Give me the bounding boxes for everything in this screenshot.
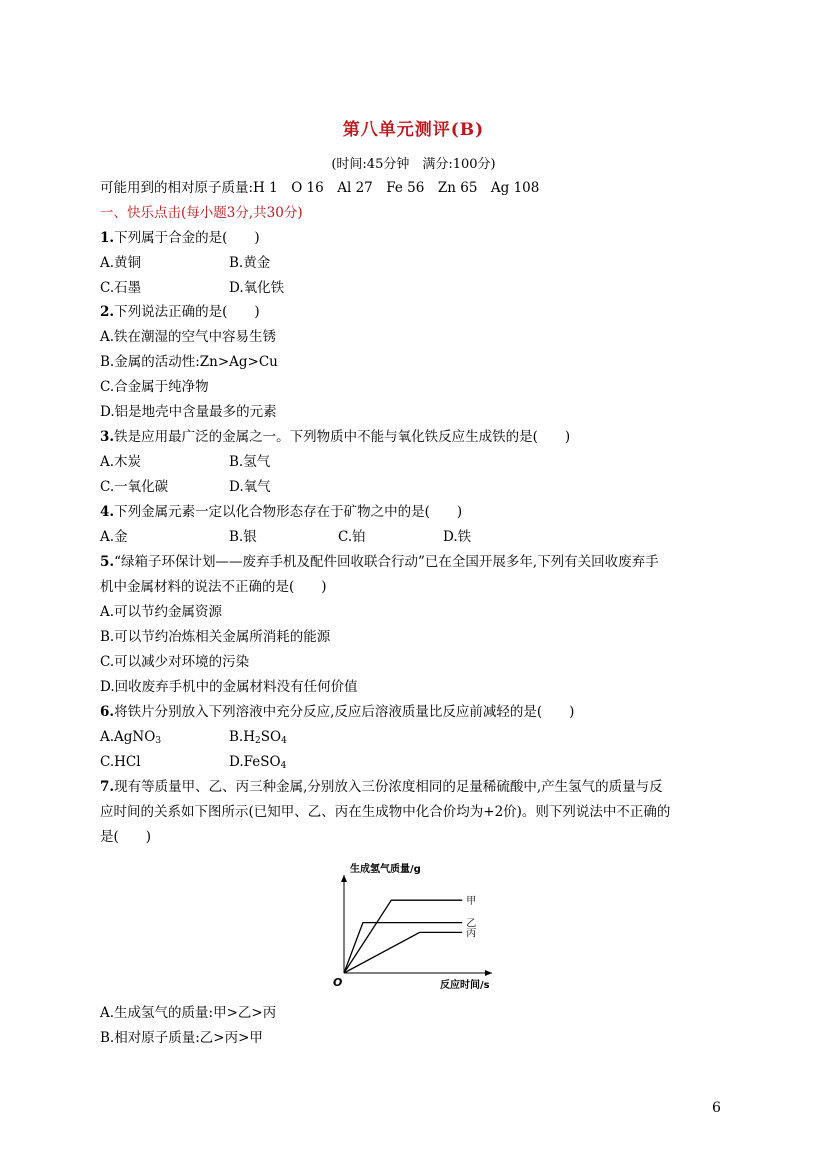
option-b: B.可以节约冶炼相关金属所消耗的能源 bbox=[100, 629, 331, 645]
page-title: 第八单元测评(B) bbox=[342, 120, 485, 140]
option-a: A.生成氢气的质量:甲>乙>丙 bbox=[100, 1005, 277, 1021]
question-text-continued: 机中金属材料的说法不正确的是( ) bbox=[100, 579, 327, 595]
option-c: C.一氧化碳 bbox=[100, 479, 169, 495]
question-number: 3. bbox=[100, 429, 115, 445]
option-c: C.铂 bbox=[338, 529, 366, 545]
option-d: D.FeSO$_4$ bbox=[229, 754, 287, 771]
option-a: A.可以节约金属资源 bbox=[100, 604, 223, 620]
series-line-2 bbox=[344, 923, 462, 973]
option-d: D.铁 bbox=[443, 529, 472, 545]
series-label-3: 丙 bbox=[466, 928, 477, 940]
option-d: D.回收废弃手机中的金属材料没有任何价值 bbox=[100, 679, 358, 695]
section-heading: 一、快乐点击(每小题3分,共30分) bbox=[100, 205, 303, 221]
option-c: C.合金属于纯净物 bbox=[100, 379, 209, 395]
question-number: 2. bbox=[100, 304, 115, 320]
question-number: 6. bbox=[100, 704, 115, 720]
option-c: C.HCl bbox=[100, 754, 141, 770]
option-c: C.石墨 bbox=[100, 280, 142, 296]
question-number: 7. bbox=[100, 779, 115, 795]
option-d: D.铝是地壳中含量最多的元素 bbox=[100, 404, 277, 420]
page-number: 6 bbox=[712, 1100, 721, 1116]
series-layer bbox=[344, 895, 476, 973]
question-text-continued: 是( ) bbox=[100, 829, 152, 845]
question-text: 铁是应用最广泛的金属之一。下列物质中不能与氧化铁反应生成铁的是( ) bbox=[114, 429, 571, 445]
option-d: D.氧气 bbox=[229, 479, 271, 495]
page-subtitle: (时间:45分钟 满分:100分) bbox=[331, 157, 496, 172]
question-text: 现有等质量甲、乙、丙三种金属,分别放入三份浓度相同的足量稀硫酸中,产生氢气的质量与反 bbox=[114, 779, 663, 795]
x-axis-label: 反应时间/s bbox=[440, 980, 490, 991]
question-number: 4. bbox=[100, 504, 115, 520]
option-a: A.黄铜 bbox=[100, 255, 142, 271]
option-d: D.氧化铁 bbox=[229, 280, 285, 296]
question-2 bbox=[100, 303, 260, 321]
question-text-continued: 应时间的关系如下图所示(已知甲、乙、丙在生成物中化合价均为+2价)。则下列说法中不正确的 bbox=[100, 804, 671, 820]
option-a: A.木炭 bbox=[100, 454, 142, 470]
option-b: B.黄金 bbox=[229, 255, 271, 271]
question-7 bbox=[100, 778, 663, 796]
series-label-2: 乙 bbox=[466, 918, 477, 930]
question-text: 下列说法正确的是( ) bbox=[114, 304, 260, 320]
question-6 bbox=[100, 703, 574, 721]
question-text: 下列属于合金的是( ) bbox=[114, 230, 260, 246]
option-b: B.相对原子质量:乙>丙>甲 bbox=[100, 1030, 263, 1046]
option-b: $B.H_2SO_4$ bbox=[229, 729, 287, 746]
series-line-3 bbox=[344, 932, 462, 973]
question-1 bbox=[100, 229, 260, 247]
question-4 bbox=[100, 503, 462, 521]
question-number: 1. bbox=[100, 230, 115, 246]
option-b: B.金属的活动性:Zn>Ag>Cu bbox=[100, 354, 278, 370]
question-5 bbox=[100, 553, 659, 571]
option-a: A.AgNO$_3$ bbox=[100, 729, 162, 746]
question-text: 将铁片分别放入下列溶液中充分反应,反应后溶液质量比反应前减轻的是( ) bbox=[114, 704, 575, 720]
atomic-masses: 可能用到的相对原子质量:H 1 O 16 Al 27 Fe 56 Zn 65 Ag 108 bbox=[100, 180, 540, 196]
origin-label: O bbox=[333, 976, 343, 989]
hydrogen-mass-chart bbox=[320, 855, 510, 995]
question-text: 下列金属元素一定以化合物形态存在于矿物之中的是( ) bbox=[114, 504, 463, 520]
question-number: 5. bbox=[100, 554, 115, 570]
option-c: C.可以减少对环境的污染 bbox=[100, 654, 250, 670]
y-axis-label: 生成氢气质量/g bbox=[350, 864, 421, 875]
option-b: B.氢气 bbox=[229, 454, 271, 470]
question-3 bbox=[100, 428, 570, 446]
question-text: “绿箱子环保计划——废弃手机及配件回收联合行动”已在全国开展多年,下列有关回收废弃手 bbox=[114, 554, 659, 570]
option-a: A.铁在潮湿的空气中容易生锈 bbox=[100, 329, 277, 345]
series-label-1: 甲 bbox=[466, 896, 477, 908]
option-a: A.金 bbox=[100, 529, 128, 545]
option-b: B.银 bbox=[229, 529, 257, 545]
series-line-1 bbox=[344, 900, 462, 973]
